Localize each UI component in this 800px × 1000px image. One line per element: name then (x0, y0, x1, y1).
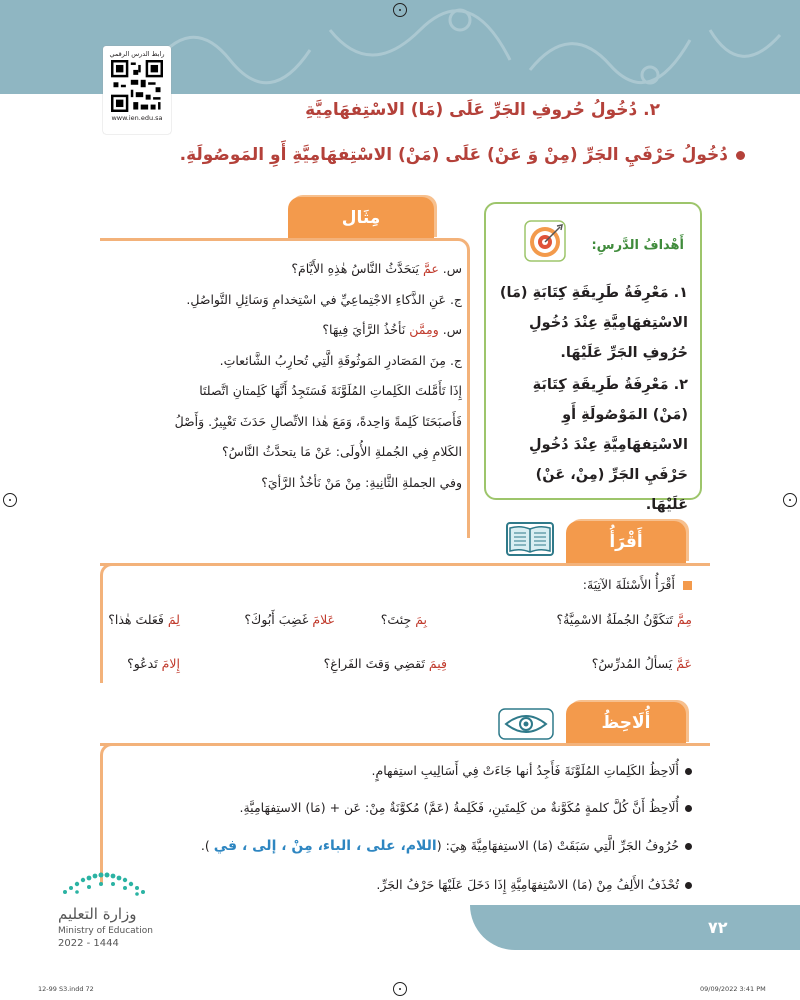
question-rest: فَعَلتَ هٰذا؟ (108, 612, 168, 627)
page-number: ٧٢ (708, 918, 728, 937)
qr-card[interactable] (103, 46, 171, 134)
calligraphy-pattern-icon (130, 0, 800, 94)
goal-text: مَعْرِفَةُ طَرِيقَةِ كِتَابَةِ (مَا) الاسْتِفهَامِيَّةِ عِنْدَ دُخُولِ حُرُوفِ الجَرِّ عَلَيْهَا. (499, 285, 688, 361)
question-highlight: فِيمَ (428, 656, 447, 671)
registration-mark-icon (393, 3, 407, 17)
read-tab-label: أَقْرَأُ (609, 532, 643, 552)
notice-tab-label: أُلَاحِظُ (601, 713, 651, 733)
question-item (127, 656, 180, 671)
line-prefix: ج. (445, 352, 462, 368)
notice-text: حُرُوفُ الجَرِّ الَّتِي سَبَقَتْ (مَا) الاستِفهَامِيَّةَ هِيَ: ( (436, 838, 679, 853)
example-tab-label: مِثَال (341, 208, 381, 228)
question-rest: غَضِبَ أَبُوكَ؟ (244, 612, 313, 627)
qr-code-icon[interactable] (111, 60, 163, 112)
highlight-word: ومِمَّن (409, 322, 439, 337)
bottom-band (560, 905, 800, 950)
book-icon (506, 522, 554, 556)
example-line (92, 407, 462, 438)
question-rest: جِئتَ؟ (380, 612, 416, 627)
highlight-word: عمَّ (423, 261, 439, 276)
read-tab (566, 521, 686, 563)
example-line (92, 376, 462, 407)
question-item (556, 612, 692, 627)
notice-tab (566, 702, 686, 744)
registration-mark-icon (3, 493, 17, 507)
line-rest: فَأَصبَحَتَا كَلِمةً وَاحِدةً، وَمَعَ هٰذا الاتِّصالِ حَدَثَ تَغْيِيرٌ. وَأَصْلُ (174, 413, 462, 429)
question-highlight: عَلامَ (312, 612, 335, 627)
notice-text: أُلَاحِظُ أَنَّ كُلَّ كلمةٍ مُكَوَّنةٌ من كَلِمتَينِ، فَكَلِمةُ (عَمَّ) مُكوَّنَةٌ مِنْ: عَن + (مَا) الاستِفهَامِيَّةِ. (239, 800, 679, 815)
question-highlight: مِمَّ (676, 612, 692, 627)
line-rest: نَأخُذُ الرَّأيَ فِيهَا؟ (322, 322, 410, 337)
example-text (92, 254, 462, 498)
ministry-name-english: Ministry of Education (58, 926, 153, 936)
read-instruction (583, 577, 692, 592)
example-line (92, 437, 462, 468)
notice-item (92, 838, 692, 854)
bullet-icon (685, 768, 692, 775)
ministry-name-arabic: وزارة التعليم (58, 905, 137, 923)
line-rest: الكَلامِ فِي الجُملةِ الأُولَى: عَنْ مَا يتحدَّثُ النَّاسُ؟ (222, 444, 462, 459)
example-line (92, 346, 462, 377)
notice-section-border (100, 743, 710, 746)
line-prefix: ج. (445, 291, 462, 307)
line-prefix: س. (438, 322, 462, 337)
sub-heading (25, 145, 745, 165)
notice-text: ). (200, 838, 214, 853)
example-line (92, 315, 462, 346)
notice-item (92, 800, 692, 815)
line-rest: يَتحَدَّثُ النَّاسُ هٰذِهِ الأَيَّامَ؟ (291, 261, 423, 276)
line-rest: إِذَا تَأَمَّلتَ الكَلِماتِ المُلَوَّنَةَ فَسَتَجِدُ أَنَّهَا كَلِمتانِ اتَّصلتَا (199, 383, 462, 398)
notice-text: أُلَاحِظُ الكَلِماتِ المُلَوَّنَةَ فَأَجِدُ أنها جَاءَتْ فِي أَسَالِيبِ استِفهامٍ. (371, 763, 679, 778)
bullet-icon (685, 805, 692, 812)
example-line (92, 285, 462, 316)
question-highlight: عَمَّ (676, 656, 692, 671)
target-icon (524, 220, 566, 262)
line-prefix: س. (438, 261, 462, 276)
example-line (92, 468, 462, 499)
registration-mark-icon (393, 982, 407, 996)
ministry-logo-icon (55, 862, 155, 902)
ministry-year: 2022 - 1444 (58, 938, 119, 949)
eye-icon (498, 708, 554, 740)
question-rest: يَسألُ المُدرِّسُ؟ (591, 656, 677, 671)
question-rest: تَقضِي وَقتَ الفَراغِ؟ (323, 656, 429, 671)
goal-number: ٢. (673, 377, 688, 393)
square-bullet-icon (683, 581, 692, 590)
notice-item (92, 877, 692, 892)
question-rest: تَتكَوَّنُ الجُملَةُ الاسْمِيَّةُ؟ (556, 612, 677, 627)
question-item (244, 612, 335, 627)
jar-letters: اللام، على ، الباء، مِنْ ، إلى ، في (213, 838, 437, 854)
question-item (592, 656, 692, 671)
sub-heading-text: دُخُولُ حَرْفَيِ الجَرِّ (مِنْ وَ عَنْ) عَلَى (مَنْ) الاسْتِفهَامِيَّةِ أَوِ المَوصُولَةِ. (179, 145, 728, 165)
notice-item (92, 763, 692, 778)
question-highlight: إِلامَ (161, 656, 180, 671)
question-highlight: لِمَ (167, 612, 180, 627)
question-item (381, 612, 427, 627)
goals-title: أَهْدافُ الدَّرسِ: (591, 238, 684, 253)
bullet-icon (736, 151, 745, 160)
read-section-border (100, 563, 710, 566)
qr-title: رابط الدرس الرقمي (109, 50, 165, 58)
footer-date: 09/09/2022 3:41 PM (700, 985, 766, 993)
line-rest: مِنَ المَصَادرِ المَوثُوقَةِ الَّتِي تُحارِبُ الشَّائعاتِ. (219, 352, 446, 368)
main-heading: ٢. دُخُولُ حُروفِ الجَرِّ عَلَى (مَا) الاسْتِفهَامِيَّةِ (305, 100, 660, 120)
lesson-goals-box (484, 202, 702, 513)
question-highlight: بِمَ (415, 612, 427, 627)
line-rest: وفي الجملةِ الثَّانِيةِ: مِنْ مَنْ نَأخُذُ الرَّأيَ؟ (261, 474, 462, 490)
goal-number: ١. (673, 285, 688, 301)
qr-url[interactable]: www.ien.edu.sa (111, 114, 163, 122)
read-instruction-text: أَقْرَأُ الأَسْئلَةَ الآتِيَةَ: (582, 577, 675, 592)
question-item (108, 612, 180, 627)
question-item (324, 656, 447, 671)
example-tab (288, 197, 434, 239)
goal-item (496, 278, 688, 368)
bullet-icon (685, 882, 692, 889)
footer-file: 12-99 S3.indd 72 (38, 985, 94, 993)
goal-item (496, 370, 688, 520)
line-rest: عَنِ الذَّكاءِ الاجْتِماعِيِّ في اسْتِخدامِ وَسَائِلِ التَّواصُلِ. (186, 291, 446, 307)
registration-mark-icon (783, 493, 797, 507)
bullet-icon (685, 843, 692, 850)
example-line (92, 254, 462, 285)
question-rest: تَدعُو؟ (127, 656, 162, 671)
goal-text: مَعْرِفَةُ طَرِيقَةِ كِتَابَةِ (مَنْ) المَوْصُولَةِ أَوِ الاسْتِفهَامِيَّةِ عِنْدَ دُخُولِ حَرْفَيِ الجَرِّ (مِنْ، عَنْ) عَلَيْهَا. (529, 377, 688, 513)
notice-text: تُحْذَفُ الأَلِفُ مِنْ (مَا) الاسْتِفهَامِيَّةِ إِذَا دَخَلَ عَلَيْهَا حَرْفُ الجَرِّ. (376, 877, 679, 892)
